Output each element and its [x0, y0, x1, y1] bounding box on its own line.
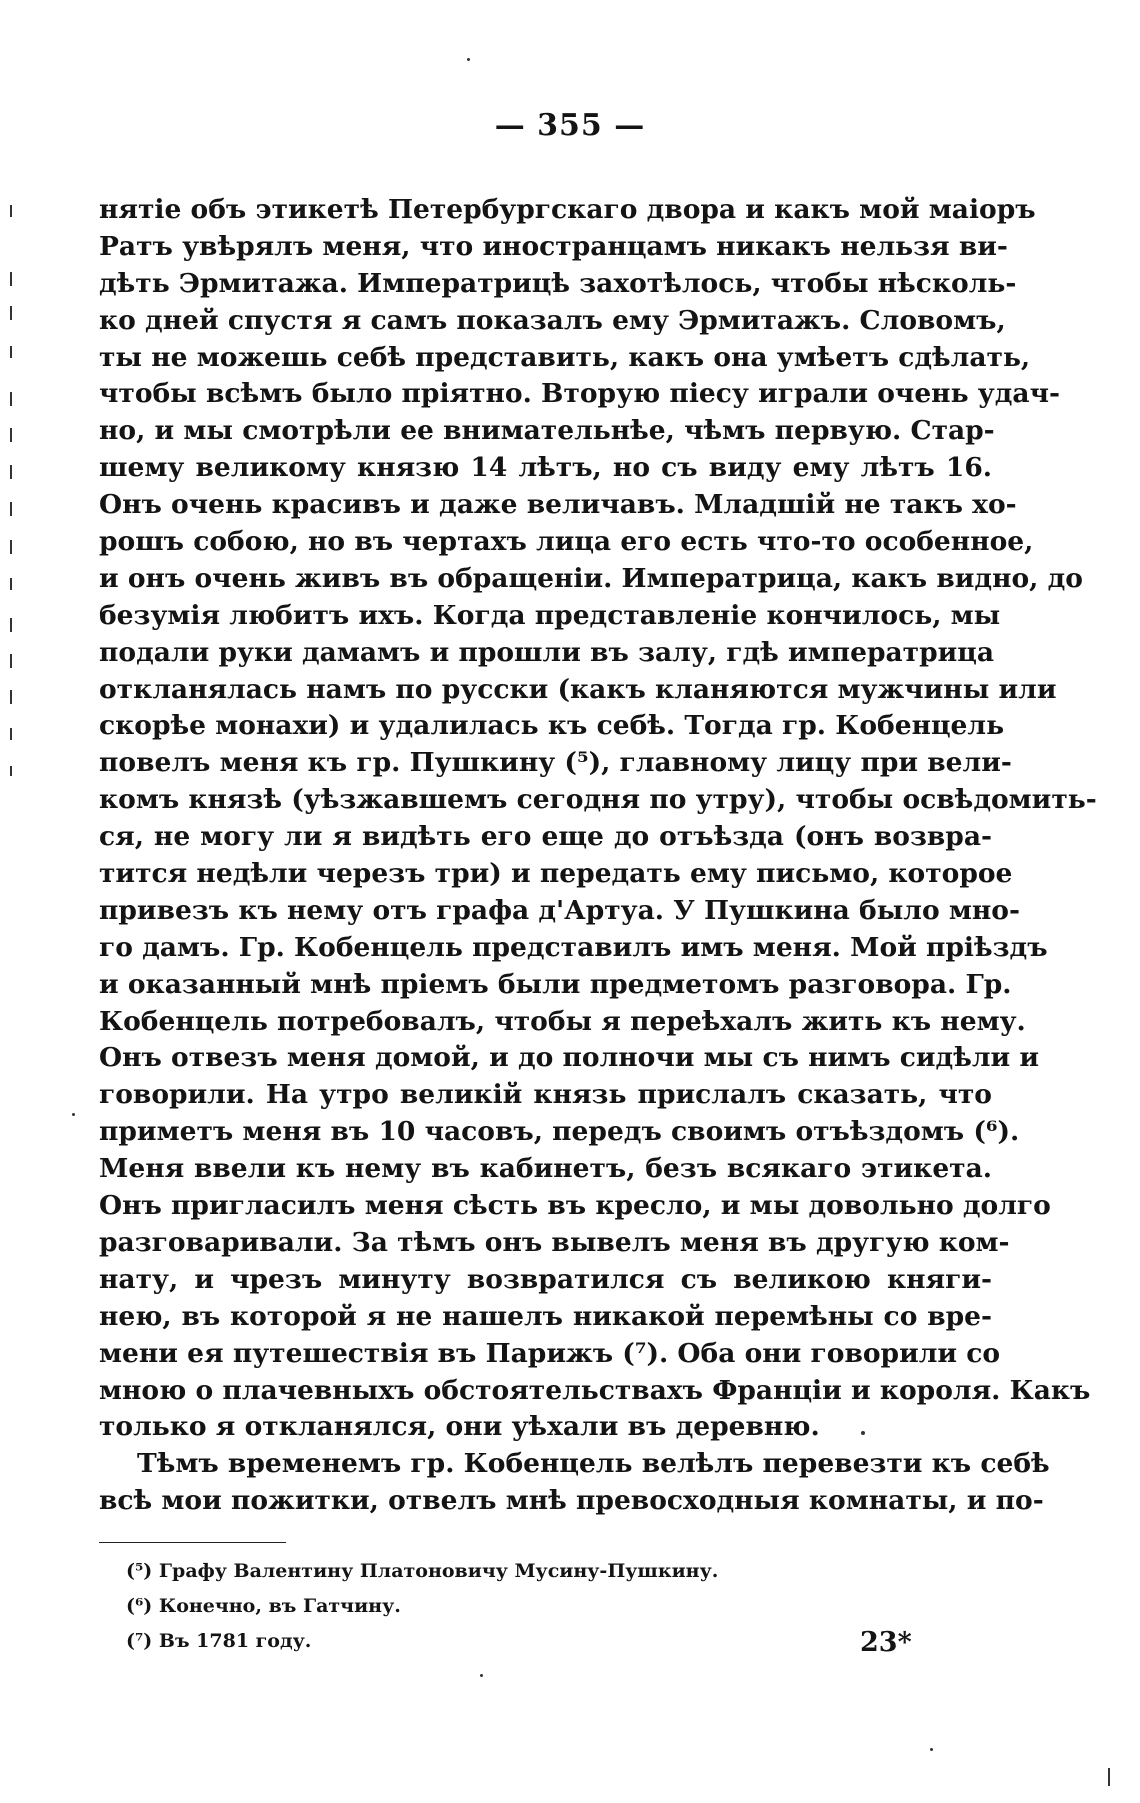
text-line: Меня ввели къ нему въ кабинетъ, безъ всякаго этикета. — [99, 1153, 992, 1185]
signature-mark: 23* — [860, 1627, 912, 1658]
text-line: говорили. На утро великій князь прислалъ сказать, что — [99, 1079, 992, 1111]
margin-mark — [10, 578, 12, 590]
text-line: ко дней спустя я самъ показалъ ему Эрмитажъ. Словомъ, — [99, 304, 1006, 336]
text-line: мною о плачевныхъ обстоятельствахъ Франціи и короля. Какъ — [99, 1374, 1091, 1406]
footnotes — [126, 1554, 986, 1659]
margin-mark — [10, 428, 12, 442]
text-line: и онъ очень живъ въ обращеніи. Императрица, какъ видно, до — [99, 562, 1083, 594]
scan-speck — [467, 58, 470, 61]
text-line: разговаривали. За тѣмъ онъ вывелъ меня въ другую ком- — [99, 1226, 1010, 1258]
text-line: и оказанный мнѣ пріемъ были предметомъ разговора. Гр. — [99, 968, 1012, 1000]
margin-mark — [10, 306, 12, 320]
margin-mark — [10, 346, 12, 358]
margin-mark — [10, 690, 12, 704]
margin-mark — [10, 502, 12, 516]
footnote: (⁶) Конечно, въ Гатчину. — [126, 1595, 401, 1617]
scan-speck — [72, 1113, 75, 1116]
margin-mark — [10, 654, 12, 668]
text-line: но, и мы смотрѣли ее внимательнѣе, чѣмъ первую. Стар- — [99, 415, 995, 447]
text-line: Онъ отвезъ меня домой, и до полночи мы съ нимъ сидѣли и — [99, 1042, 1040, 1074]
margin-mark — [10, 465, 12, 479]
text-line: Онъ пригласилъ меня сѣсть въ кресло, и мы довольно долго — [99, 1190, 1051, 1222]
text-line: только я откланялся, они уѣхали въ деревню. — [99, 1411, 820, 1443]
footnote-divider — [99, 1542, 286, 1543]
text-line: комъ князѣ (уѣзжавшемъ сегодня по утру), чтобы освѣдомить- — [99, 784, 1097, 816]
scan-speck — [861, 1431, 865, 1435]
text-line: привезъ къ нему отъ графа д'Артуа. У Пушкина было мно- — [99, 894, 1020, 926]
text-line: дѣть Эрмитажа. Императрицѣ захотѣлось, чтобы нѣсколь- — [99, 267, 1017, 299]
text-line: скорѣе монахи) и удалилась къ себѣ. Тогда гр. Кобенцель — [99, 710, 1005, 742]
footnote: (⁵) Графу Валентину Платоновичу Мусину-Пушкину. — [126, 1560, 719, 1582]
text-line: го дамъ. Гр. Кобенцель представилъ имъ меня. Мой пріѣздъ — [99, 931, 1048, 963]
text-line: всѣ мои пожитки, отвелъ мнѣ превосходныя комнаты, и по- — [99, 1485, 1044, 1517]
page-number: — 355 — — [494, 108, 646, 143]
text-line: нею, въ которой я не нашелъ никакой перемѣны со вре- — [99, 1300, 992, 1332]
text-line: тится недѣли черезъ три) и передать ему письмо, которое — [99, 858, 1013, 890]
text-line: откланялась намъ по русски (какъ кланяются мужчины или — [99, 673, 1057, 705]
scan-speck — [480, 1674, 483, 1677]
margin-mark — [10, 728, 12, 740]
margin-mark — [10, 205, 12, 217]
margin-mark — [10, 540, 12, 554]
text-line: Онъ очень красивъ и даже величавъ. Младшій не такъ хо- — [99, 489, 1017, 521]
text-line: шему великому князю 14 лѣтъ, но съ виду ему лѣтъ 16. — [99, 452, 992, 484]
margin-mark — [1108, 1768, 1110, 1786]
text-line: чтобы всѣмъ было пріятно. Вторую піесу играли очень удач- — [99, 378, 1060, 410]
text-line: подали руки дамамъ и прошли въ залу, гдѣ императрица — [99, 636, 994, 668]
text-line: приметъ меня въ 10 часовъ, передъ своимъ отъѣздомъ (⁶). — [99, 1116, 1020, 1148]
text-line: рошъ собою, но въ чертахъ лица его есть что-то особенное, — [99, 526, 1034, 558]
text-line: Тѣмъ временемъ гр. Кобенцель велѣлъ перевезти къ себѣ — [137, 1448, 1050, 1480]
text-line: безумія любитъ ихъ. Когда представленіе кончилось, мы — [99, 599, 1001, 631]
text-line: нятіе объ этикетѣ Петербургскаго двора и какъ мой маіоръ — [99, 194, 1036, 225]
text-line: Ратъ увѣрялъ меня, что иностранцамъ никакъ нельзя ви- — [99, 230, 1008, 262]
text-line: ты не можешь себѣ представить, какъ она умѣетъ сдѣлать, — [99, 341, 1031, 373]
text-line: нату, и чрезъ минуту возвратился съ великою княги- — [99, 1263, 992, 1295]
margin-mark — [10, 618, 12, 632]
text-line: Кобенцель потребовалъ, чтобы я переѣхалъ жить къ нему. — [99, 1005, 1026, 1037]
footnote: (⁷) Въ 1781 году. — [126, 1630, 312, 1652]
text-line: ся, не могу ли я видѣть его еще до отъѣзда (онъ возвра- — [99, 821, 992, 853]
body-text — [99, 192, 1097, 1520]
margin-mark — [10, 272, 12, 286]
text-line: мени ея путешествія въ Парижъ (⁷). Оба они говорили со — [99, 1337, 1001, 1369]
scan-speck — [930, 1748, 933, 1751]
text-line: повелъ меня къ гр. Пушкину (⁵), главному лицу при вели- — [99, 747, 1012, 779]
margin-mark — [10, 392, 12, 406]
margin-mark — [10, 766, 12, 776]
